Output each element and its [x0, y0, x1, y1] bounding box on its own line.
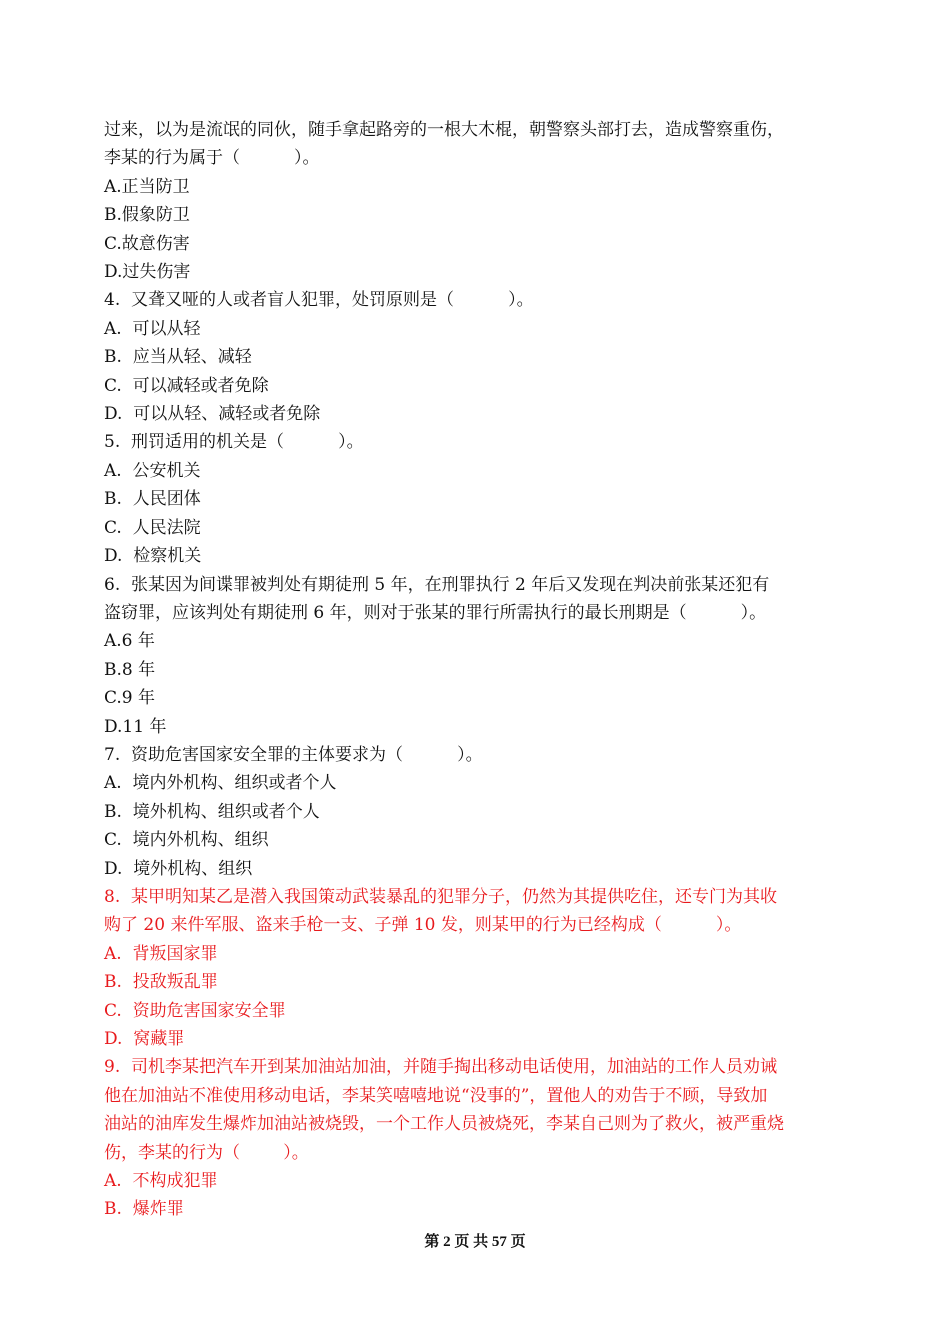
- question-3-option-b: B.假象防卫: [104, 205, 190, 226]
- question-6: [104, 571, 850, 741]
- question-5-option-c: C. 人民法院: [104, 517, 201, 538]
- question-3-option-d: D.过失伤害: [104, 262, 191, 283]
- question-4-option-b: B. 应当从轻、减轻: [104, 347, 252, 368]
- question-3: [104, 116, 850, 286]
- question-8: [104, 883, 850, 1053]
- question-6-stem-line-2: 盗窃罪，应该判处有期徒刑 6 年，则对于张某的罪行所需执行的最长刑期是（ ）。: [104, 602, 767, 623]
- question-3-option-c: C.故意伤害: [104, 233, 190, 254]
- question-5-option-a: A. 公安机关: [104, 460, 201, 481]
- question-5: [104, 428, 850, 570]
- question-8-option-b: B. 投敌叛乱罪: [104, 972, 218, 993]
- question-3-option-a: A.正当防卫: [104, 176, 190, 197]
- question-8-option-c: C. 资助危害国家安全罪: [104, 1000, 286, 1021]
- question-9-stem-line-3: 油站的油库发生爆炸加油站被烧毁，一个工作人员被烧死，李某自己则为了救火，被严重烧: [104, 1114, 784, 1135]
- question-6-option-b: B.8 年: [104, 659, 156, 680]
- question-7-option-b: B. 境外机构、组织或者个人: [104, 801, 320, 822]
- page-content: [104, 116, 850, 1224]
- question-7-option-a: A. 境内外机构、组织或者个人: [104, 773, 337, 794]
- question-6-option-d: D.11 年: [104, 716, 167, 737]
- question-9: [104, 1053, 850, 1223]
- question-6-option-a: A.6 年: [104, 631, 155, 652]
- question-4-stem: 4. 又聋又哑的人或者盲人犯罪，处罚原则是（ ）。: [104, 290, 534, 311]
- question-8-stem-line-2: 购了 20 来件军服、盗来手枪一支、子弹 10 发，则某甲的行为已经构成（ ）。: [104, 915, 742, 936]
- question-3-stem-line-2: 李某的行为属于（ ）。: [104, 148, 320, 169]
- question-7-option-c: C. 境内外机构、组织: [104, 830, 269, 851]
- question-5-option-b: B. 人民团体: [104, 489, 201, 510]
- question-9-option-b: B. 爆炸罪: [104, 1199, 184, 1220]
- question-3-stem-line-1: 过来，以为是流氓的同伙，随手拿起路旁的一根大木棍，朝警察头部打去，造成警察重伤，: [104, 120, 784, 140]
- question-9-stem-line-1: 9. 司机李某把汽车开到某加油站加油，并随手掏出移动电话使用，加油站的工作人员劝诫: [104, 1057, 778, 1078]
- question-8-stem-line-1: 8. 某甲明知某乙是潜入我国策动武装暴乱的犯罪分子，仍然为其提供吃住，还专门为其收: [104, 886, 778, 907]
- question-4-option-a: A. 可以从轻: [104, 318, 201, 339]
- page-number-footer: 第 2 页 共 57 页: [424, 1234, 526, 1250]
- question-8-option-a: A. 背叛国家罪: [104, 943, 218, 964]
- question-6-stem-line-1: 6. 张某因为间谍罪被判处有期徒刑 5 年，在刑罪执行 2 年后又发现在判决前张某还犯有: [104, 574, 770, 595]
- question-4-option-c: C. 可以减轻或者免除: [104, 375, 269, 396]
- question-6-option-c: C.9 年: [104, 688, 156, 709]
- question-9-stem-line-2: 他在加油站不准使用移动电话，李某笑嘻嘻地说“没事的”，置他人的劝告于不顾，导致加: [104, 1085, 768, 1106]
- question-7: [104, 741, 850, 883]
- question-5-stem: 5. 刑罚适用的机关是（ ）。: [104, 432, 364, 453]
- question-7-option-d: D. 境外机构、组织: [104, 858, 253, 879]
- question-8-option-d: D. 窝藏罪: [104, 1029, 185, 1049]
- question-4: [104, 286, 850, 428]
- question-4-option-d: D. 可以从轻、减轻或者免除: [104, 404, 321, 425]
- question-9-stem-line-4: 伤，李某的行为（ ）。: [104, 1142, 309, 1163]
- question-7-stem: 7. 资助危害国家安全罪的主体要求为（ ）。: [104, 744, 483, 765]
- question-5-option-d: D. 检察机关: [104, 546, 202, 567]
- question-9-option-a: A. 不构成犯罪: [104, 1171, 218, 1192]
